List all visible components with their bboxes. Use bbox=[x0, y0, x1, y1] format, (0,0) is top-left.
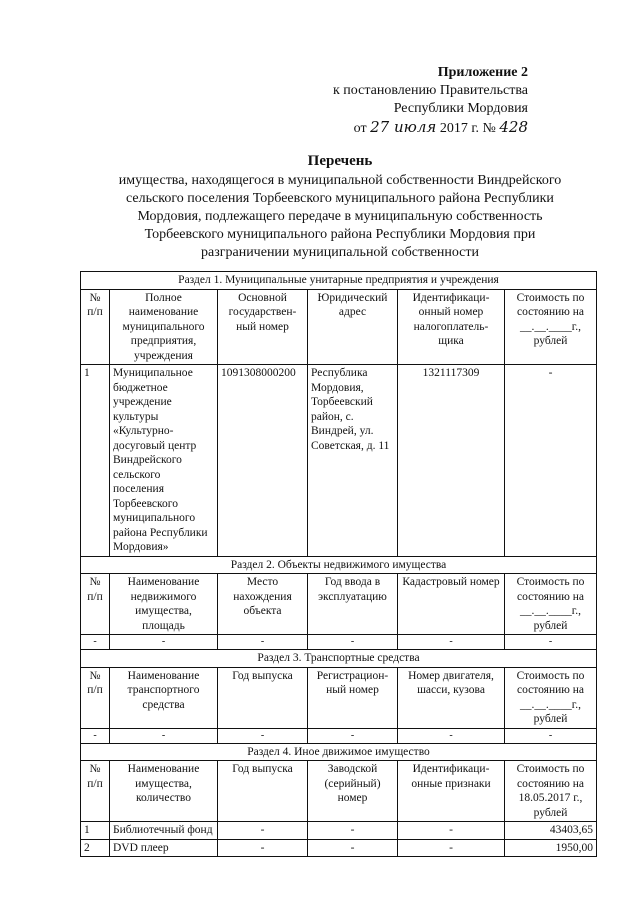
legal-address: Республика Мордовия, Торбеевский район, с. Виндрей, ул. Советская, д. 11 bbox=[308, 365, 398, 557]
empty-cell: - bbox=[398, 728, 505, 743]
title-heading: Перечень bbox=[307, 153, 373, 169]
empty-cell: - bbox=[308, 635, 398, 650]
header-cell: Регистрацион-ный номер bbox=[308, 667, 398, 728]
empty-cell: - bbox=[505, 728, 597, 743]
header-cell: Стоимость по состоянию на __.__.____г., рублей bbox=[505, 289, 597, 365]
section-2-title: Раздел 2. Объекты недвижимого имущества bbox=[81, 556, 597, 574]
serial-cell: - bbox=[308, 839, 398, 857]
title-line: сельского поселения Торбеевского муниципального района Республики bbox=[126, 191, 554, 206]
ogrn: 1091308000200 bbox=[218, 365, 308, 557]
title-line: Мордовия, подлежащего передаче в муниципальную собственность bbox=[137, 209, 543, 224]
item-name: Библиотечный фонд bbox=[110, 822, 218, 840]
cost: - bbox=[505, 365, 597, 557]
header-cell: Номер двигателя, шасси, кузова bbox=[398, 667, 505, 728]
empty-cell: - bbox=[308, 728, 398, 743]
row-number: 2 bbox=[81, 839, 110, 857]
empty-cell: - bbox=[110, 635, 218, 650]
document-title bbox=[60, 152, 620, 262]
section-2-header-row bbox=[81, 574, 597, 635]
cost: 1950,00 bbox=[505, 839, 597, 857]
header-cell: № п/п bbox=[81, 761, 110, 822]
header-cell: Год выпуска bbox=[218, 667, 308, 728]
header-cell: № п/п bbox=[81, 667, 110, 728]
identifier-cell: - bbox=[398, 822, 505, 840]
header-cell: Идентификаци-онные признаки bbox=[398, 761, 505, 822]
appendix-block bbox=[268, 64, 528, 138]
header-cell: № п/п bbox=[81, 574, 110, 635]
header-cell: Наименование транспортного средства bbox=[110, 667, 218, 728]
title-line: разграничении муниципальной собственности bbox=[201, 245, 479, 260]
table-row bbox=[81, 822, 597, 840]
handwritten-number: 428 bbox=[499, 118, 528, 136]
header-cell: Заводской (серийный) номер bbox=[308, 761, 398, 822]
appendix-line: Республики Мордовия bbox=[393, 101, 528, 116]
section-1-header-row bbox=[81, 289, 597, 365]
header-cell: Стоимость по состоянию на 18.05.2017 г., рублей bbox=[505, 761, 597, 822]
serial-cell: - bbox=[308, 822, 398, 840]
title-line: Торбеевского муниципального района Республики Мордовия при bbox=[144, 227, 536, 242]
year-cell: - bbox=[218, 822, 308, 840]
table-row bbox=[81, 839, 597, 857]
appendix-title: Приложение 2 bbox=[437, 65, 528, 80]
header-cell: Идентификаци-онный номер налогоплатель-щика bbox=[398, 289, 505, 365]
empty-cell: - bbox=[398, 635, 505, 650]
institution-name: Муниципальное бюджетное учреждение культуры «Культурно-досуговый центр Виндрейского сельского поселения Торбеевского муниципального района Республики Мордовия» bbox=[110, 365, 218, 557]
title-line: имущества, находящегося в муниципальной собственности Виндрейского bbox=[118, 173, 562, 188]
header-cell: Год ввода в эксплуатацию bbox=[308, 574, 398, 635]
header-cell: Место нахождения объекта bbox=[218, 574, 308, 635]
header-cell: Стоимость по состоянию на __.__.____г., рублей bbox=[505, 667, 597, 728]
empty-cell: - bbox=[505, 635, 597, 650]
appendix-line: к постановлению Правительства bbox=[332, 83, 528, 98]
table-row bbox=[81, 365, 597, 557]
year-number-label: 2017 г. № bbox=[439, 121, 496, 136]
header-cell: Основной государствен-ный номер bbox=[218, 289, 308, 365]
header-cell: Стоимость по состоянию на __.__.____г., рублей bbox=[505, 574, 597, 635]
header-cell: Полное наименование муниципального предприятия, учреждения bbox=[110, 289, 218, 365]
row-number: 1 bbox=[81, 365, 110, 557]
cost: 43403,65 bbox=[505, 822, 597, 840]
date-prefix: от bbox=[353, 121, 367, 136]
table-row bbox=[81, 635, 597, 650]
appendix-date-line bbox=[268, 118, 528, 138]
header-cell: Год выпуска bbox=[218, 761, 308, 822]
section-1-title: Раздел 1. Муниципальные унитарные предприятия и учреждения bbox=[81, 272, 597, 290]
header-cell: Юридический адрес bbox=[308, 289, 398, 365]
year-cell: - bbox=[218, 839, 308, 857]
section-4-title: Раздел 4. Иное движимое имущество bbox=[81, 743, 597, 761]
empty-cell: - bbox=[81, 635, 110, 650]
row-number: 1 bbox=[81, 822, 110, 840]
empty-cell: - bbox=[81, 728, 110, 743]
section-3-header-row bbox=[81, 667, 597, 728]
item-name: DVD плеер bbox=[110, 839, 218, 857]
header-cell: Кадастровый номер bbox=[398, 574, 505, 635]
property-table bbox=[80, 271, 597, 857]
handwritten-date: 27 июля bbox=[370, 118, 437, 136]
header-cell: Наименование недвижимого имущества, площадь bbox=[110, 574, 218, 635]
inn: 1321117309 bbox=[398, 365, 505, 557]
section-4-header-row bbox=[81, 761, 597, 822]
empty-cell: - bbox=[110, 728, 218, 743]
empty-cell: - bbox=[218, 728, 308, 743]
header-cell: Наименование имущества, количество bbox=[110, 761, 218, 822]
header-cell: № п/п bbox=[81, 289, 110, 365]
table-row bbox=[81, 728, 597, 743]
empty-cell: - bbox=[218, 635, 308, 650]
section-3-title: Раздел 3. Транспортные средства bbox=[81, 650, 597, 668]
identifier-cell: - bbox=[398, 839, 505, 857]
